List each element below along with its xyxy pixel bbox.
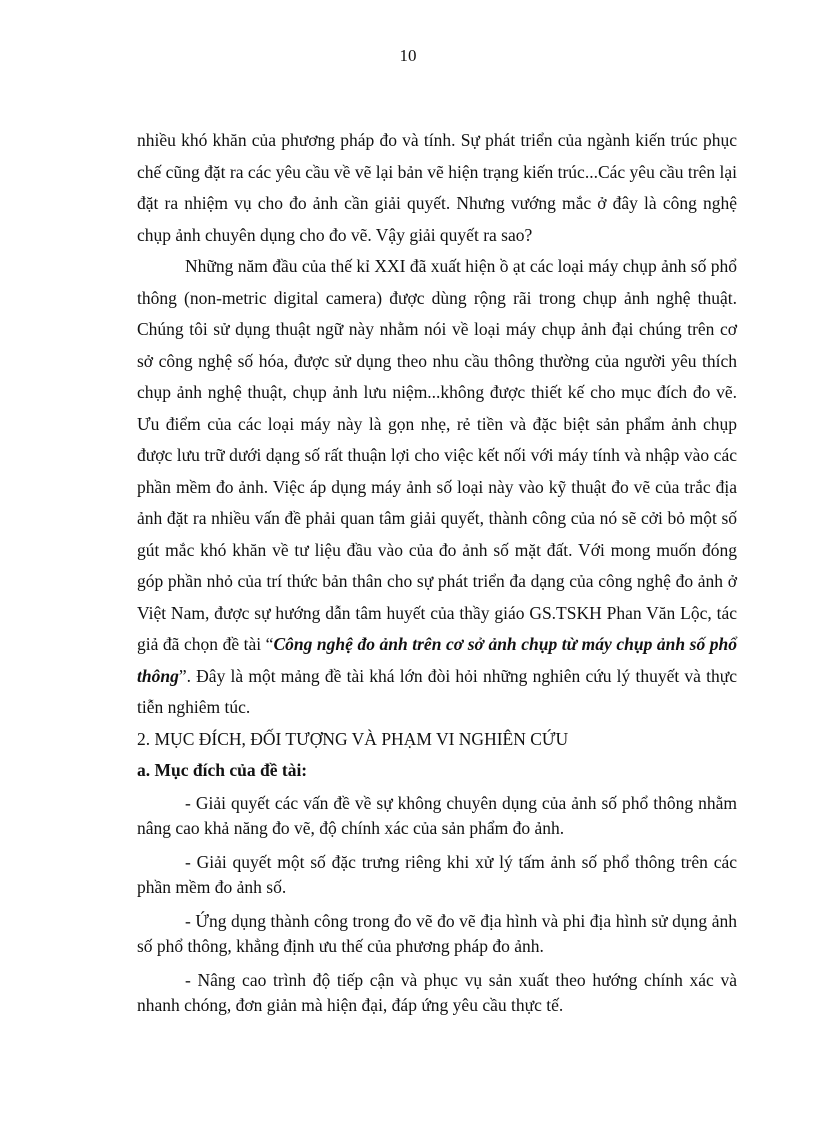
page-number: 10 xyxy=(399,46,417,65)
subsection-heading: a. Mục đích của đề tài: xyxy=(137,760,308,780)
paragraph-continued: nhiều khó khăn của phương pháp đo và tính. Sự phát triển của ngành kiến trúc phục chế cũng đặt ra các yêu cầu về vẽ lại bản vẽ hiện trạng kiến trúc...Các yêu cầu trên lại đặt ra nhiệm vụ cho đo ảnh cần giải quyết. Nhưng vướng mắc ở đây là công nghệ chụp ảnh chuyên dụng cho đo vẽ. Vậy giải quyết ra sao? xyxy=(137,130,737,245)
paragraph-text-before-title: Những năm đầu của thế kỉ XXI đã xuất hiện ồ ạt các loại máy chụp ảnh số phổ thông (non-metric digital camera) được dùng rộng rãi trong chụp ảnh nghệ thuật. Chúng tôi sử dụng thuật ngữ này nhằm nói về loại máy chụp ảnh đại chúng trên cơ sở công nghệ số hóa, được sử dụng theo nhu cầu thông thường của người yêu thích chụp ảnh nghệ thuật, chụp ảnh lưu niệm...không được thiết kế cho mục đích đo vẽ. Ưu điểm của các loại máy này là gọn nhẹ, rẻ tiền và đặc biệt sản phẩm ảnh chụp được lưu trữ dưới dạng số rất thuận lợi cho việc kết nối với máy tính và nhập vào các phần mềm đo ảnh. Việc áp dụng máy ảnh số loại này vào kỹ thuật đo vẽ của trắc địa ảnh đặt ra nhiều vấn đề phải quan tâm giải quyết, thành công của nó sẽ cởi bỏ một số gút mắc khó khăn về tư liệu đầu vào của đo ảnh số mặt đất. Với mong muốn đóng góp phần nhỏ của trí thức bản thân cho sự phát triển đa dạng của công nghệ đo ảnh ở Việt Nam, được sự hướng dẫn tâm huyết của thầy giáo GS.TSKH Phan Văn Lộc, tác giả đã chọn đề tài “ xyxy=(137,256,737,654)
objective-item: - Ứng dụng thành công trong đo vẽ đo vẽ địa hình và phi địa hình sử dụng ảnh số phổ thông, khẳng định ưu thế của phương pháp đo ảnh. xyxy=(137,910,737,956)
document-body xyxy=(137,125,737,1027)
objective-item: - Giải quyết một số đặc trưng riêng khi xử lý tấm ảnh số phổ thông trên các phần mềm đo ảnh số. xyxy=(137,851,737,897)
objective-item: - Nâng cao trình độ tiếp cận và phục vụ sản xuất theo hướng chính xác và nhanh chóng, đơn giản mà hiện đại, đáp ứng yêu cầu thực tế. xyxy=(137,969,737,1015)
objective-item: - Giải quyết các vấn đề về sự không chuyên dụng của ảnh số phổ thông nhằm nâng cao khả năng đo vẽ, độ chính xác của sản phẩm đo ảnh. xyxy=(137,792,737,838)
thesis-title: Công nghệ đo ảnh trên cơ sở ảnh chụp từ máy chụp ảnh số phổ thông xyxy=(137,634,737,686)
section-heading: 2. MỤC ĐÍCH, ĐỐI TƯỢNG VÀ PHẠM VI NGHIÊN CỨU xyxy=(137,728,569,749)
paragraph-digital-camera xyxy=(137,251,737,724)
paragraph-text-after-title: ”. Đây là một mảng đề tài khá lớn đòi hỏi những nghiên cứu lý thuyết và thực tiễn nghiêm túc. xyxy=(137,665,737,717)
objectives-list xyxy=(137,791,737,1018)
